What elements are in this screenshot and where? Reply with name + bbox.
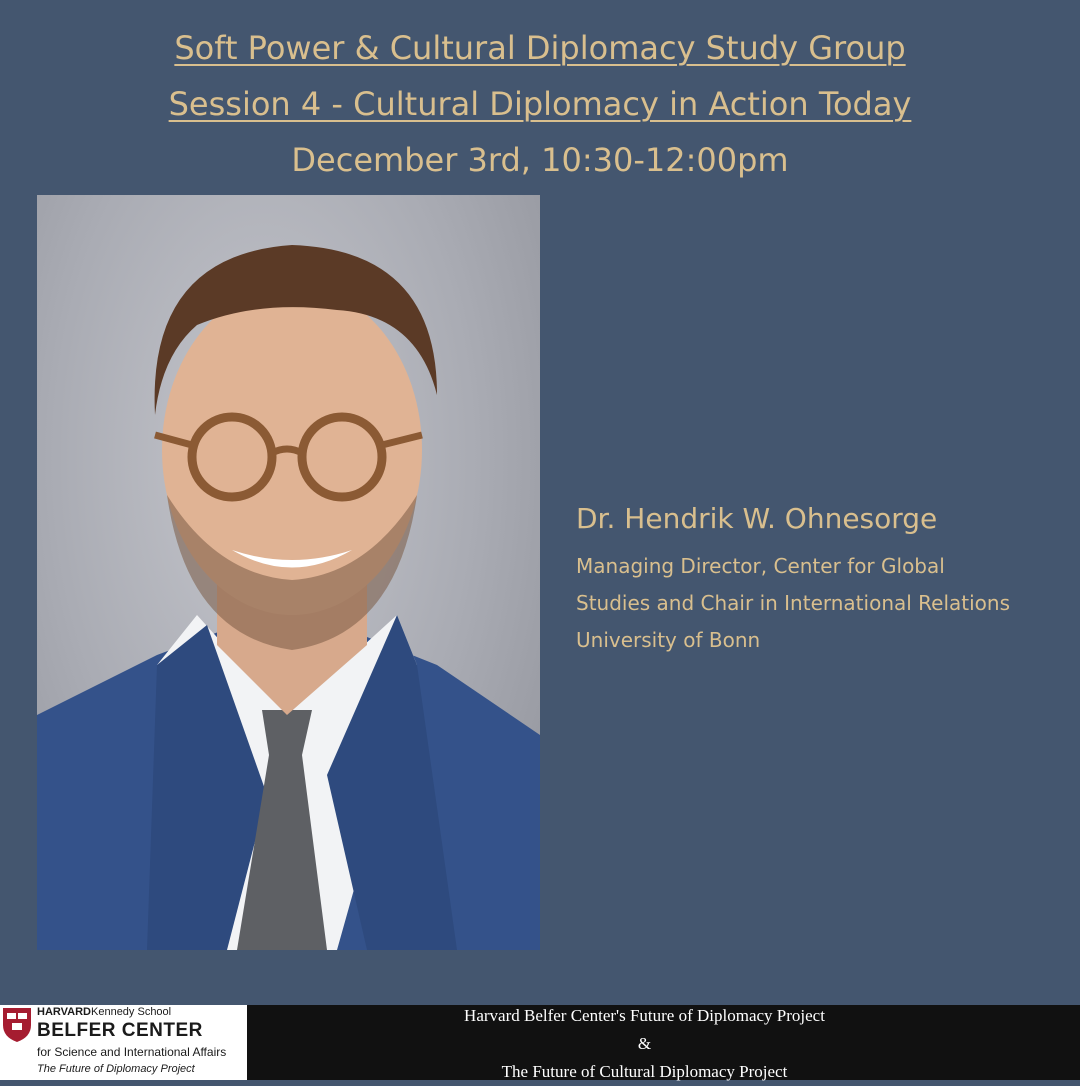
event-title: Soft Power & Cultural Diplomacy Study Group — [174, 29, 906, 67]
footer-line-3: The Future of Cultural Diplomacy Project — [501, 1062, 788, 1081]
footer-ampersand: & — [637, 1034, 652, 1053]
speaker-affiliation: University of Bonn — [576, 628, 761, 652]
speaker-name: Dr. Hendrik W. Ohnesorge — [576, 502, 938, 535]
belfer-center-label: BELFER CENTER — [37, 1020, 203, 1041]
belfer-center-logo — [0, 1005, 247, 1080]
speaker-photo — [37, 195, 540, 950]
harvard-shield-icon — [2, 1007, 32, 1043]
footer-credits — [247, 1005, 1042, 1080]
speaker-info — [576, 500, 1056, 659]
footer-bar — [0, 1005, 1080, 1080]
speaker-role-line-2: Studies and Chair in International Relations — [576, 591, 1011, 615]
belfer-subtitle: for Science and International Affairs — [37, 1045, 227, 1059]
diplomacy-project-label: The Future of Diplomacy Project — [37, 1063, 195, 1075]
footer-line-1: Harvard Belfer Center's Future of Diplomacy Project — [464, 1006, 825, 1025]
harvard-kennedy-school-label: HARVARDKennedy School — [37, 1006, 172, 1018]
speaker-role-line-1: Managing Director, Center for Global — [576, 554, 945, 578]
event-datetime: December 3rd, 10:30-12:00pm — [291, 141, 789, 179]
session-title: Session 4 - Cultural Diplomacy in Action Today — [168, 85, 912, 123]
